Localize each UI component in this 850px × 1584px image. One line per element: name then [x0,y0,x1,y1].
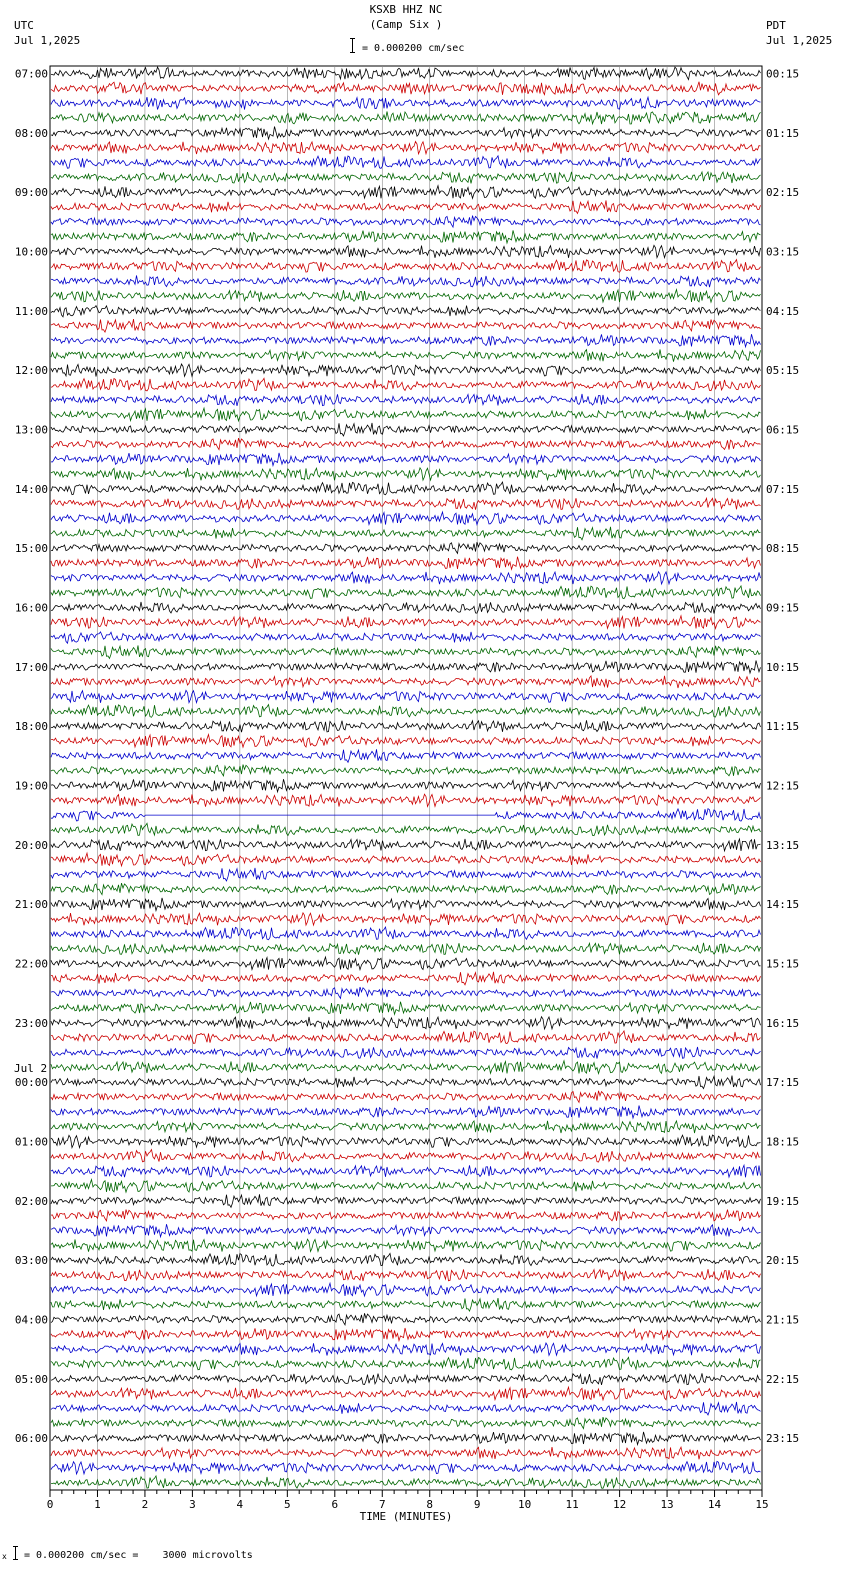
x-tick-label: 2 [141,1498,149,1511]
utc-hour-label: 22:00 [14,957,48,971]
pdt-hour-label: 10:15 [766,660,800,674]
pdt-hour-label: 07:15 [766,482,800,496]
trace-line [51,216,761,228]
right-date: Jul 1,2025 [766,34,833,47]
trace-line [51,1091,761,1103]
station-title: KSXB HHZ NC [369,3,443,16]
trace-line [51,1224,761,1237]
trace-line [51,987,761,998]
trace-line [51,423,761,436]
pdt-hour-label: 23:15 [766,1432,800,1446]
trace-line [51,943,761,955]
trace-line [51,868,761,881]
x-tick-label: 15 [755,1498,769,1511]
trace-line [51,735,761,748]
utc-hour-label: 18:00 [14,720,48,734]
trace-line [51,883,761,895]
utc-hour-label: 06:00 [14,1432,48,1446]
trace-line [51,632,761,643]
x-tick-label: 13 [660,1498,674,1511]
trace-line [51,927,761,940]
trace-line [51,809,761,821]
trace-line [51,408,761,421]
left-timezone: UTC [14,19,34,32]
footer-scale-bar-icon [15,1546,16,1560]
pdt-hour-label: 20:15 [766,1254,800,1268]
utc-hour-label: 03:00 [14,1254,48,1268]
trace-line [51,527,761,540]
trace-line [51,542,761,553]
trace-line [51,482,761,495]
trace-line [51,1180,761,1193]
trace-line [51,1417,761,1429]
utc-hour-label: 12:00 [14,364,48,378]
trace-line [51,1150,761,1162]
trace-line [51,334,761,347]
pdt-hour-label: 09:15 [766,601,800,615]
trace-line [51,1269,761,1281]
trace-line [51,1121,761,1133]
trace-line [51,82,761,95]
utc-hour-label: 08:00 [14,126,48,140]
trace-line [51,394,761,406]
trace-line [51,1165,761,1177]
trace-line [51,898,761,911]
date-change-label: Jul 2 [14,1062,48,1076]
pdt-hour-label: 11:15 [766,720,800,734]
utc-hour-label: 21:00 [14,898,48,912]
trace-line [51,378,761,391]
trace-line [51,172,761,184]
trace-line [51,572,761,585]
pdt-hour-label: 03:15 [766,245,800,259]
trace-line [51,112,761,125]
trace-line [51,972,761,985]
trace-line [51,661,761,674]
trace-line [51,1387,761,1400]
trace-line [51,645,761,658]
utc-hour-label: 16:00 [14,601,48,615]
trace-line [51,1135,761,1148]
trace-line [51,1047,761,1059]
trace-line [51,453,761,466]
trace-line [51,67,761,80]
trace-line [51,1283,761,1296]
trace-line [51,276,761,288]
pdt-hour-label: 08:15 [766,542,800,556]
trace-line [51,200,761,213]
trace-line [51,1328,761,1341]
trace-line [51,705,761,718]
utc-hour-label: 15:00 [14,542,48,556]
pdt-hour-label: 02:15 [766,186,800,200]
trace-line [51,1373,761,1385]
pdt-hour-label: 06:15 [766,423,800,437]
pdt-hour-label: 17:15 [766,1076,800,1090]
trace-line [51,1076,761,1089]
pdt-hour-label: 13:15 [766,838,800,852]
trace-line [51,97,761,110]
x-tick-label: 5 [284,1498,291,1511]
scale-text: = 0.000200 cm/sec [362,43,465,54]
trace-line [51,794,761,807]
utc-hour-label: 10:00 [14,245,48,259]
utc-hour-label: 13:00 [14,423,48,437]
trace-line [51,1031,761,1044]
right-timezone: PDT [766,19,786,32]
trace-line [51,364,761,377]
trace-line [51,616,761,629]
trace-line [51,1106,761,1119]
trace-line [51,1402,761,1415]
trace-line [51,438,761,450]
trace-line [51,1476,761,1488]
x-tick-label: 1 [94,1498,101,1511]
utc-hour-label: 14:00 [14,482,48,496]
trace-line [51,350,761,362]
pdt-hour-label: 01:15 [766,126,800,140]
trace-line [51,676,761,688]
trace-line [51,823,761,835]
trace-line [51,1461,761,1474]
pdt-hour-label: 21:15 [766,1313,800,1327]
trace-line [51,468,761,481]
trace-line [51,913,761,926]
trace-line [51,1210,761,1221]
pdt-hour-label: 19:15 [766,1194,800,1208]
x-tick-label: 7 [378,1498,386,1511]
trace-line [51,957,761,970]
x-tick-label: 8 [426,1498,434,1511]
utc-hour-label: 00:00 [14,1076,48,1090]
utc-hour-label: 17:00 [14,660,48,674]
utc-hour-label: 01:00 [14,1135,48,1149]
pdt-hour-label: 15:15 [766,957,800,971]
trace-line [51,1432,761,1445]
x-tick-label: 11 [565,1498,579,1511]
trace-line [51,1253,761,1266]
pdt-hour-label: 18:15 [766,1135,800,1149]
pdt-hour-label: 12:15 [766,779,800,793]
trace-line [51,765,761,776]
trace-line [51,586,761,599]
trace-line [51,1017,761,1029]
trace-line [51,319,761,332]
trace-line [51,290,761,303]
utc-hour-label: 07:00 [14,67,48,81]
trace-line [51,127,761,140]
utc-hour-label: 20:00 [14,838,48,852]
trace-line [51,602,761,614]
trace-line [51,230,761,243]
x-tick-label: 6 [331,1498,339,1511]
trace-line [51,853,761,866]
trace-line [51,1239,761,1252]
trace-line [51,557,761,570]
trace-line [51,245,761,257]
footer-scale-text: = 0.000200 cm/sec = 3000 microvolts [24,1550,253,1561]
trace-line [51,1357,761,1370]
trace-line [51,186,761,199]
trace-line [51,1061,761,1074]
trace-line [51,512,761,525]
x-tick-label: 3 [189,1498,196,1511]
trace-line [51,142,761,155]
utc-hour-label: 19:00 [14,779,48,793]
pdt-hour-label: 16:15 [766,1016,800,1030]
trace-line [51,498,761,510]
footer-scale-marker: x [2,1552,7,1561]
trace-line [51,1343,761,1356]
x-axis-label: TIME (MINUTES) [359,1510,453,1523]
utc-hour-label: 09:00 [14,186,48,200]
left-date: Jul 1,2025 [14,34,81,47]
station-location: (Camp Six ) [369,18,443,31]
x-tick-label: 9 [473,1498,481,1511]
trace-line [51,1447,761,1459]
utc-hour-label: 23:00 [14,1016,48,1030]
utc-hour-label: 02:00 [14,1194,48,1208]
pdt-hour-label: 00:15 [766,67,800,81]
trace-line [51,749,761,762]
x-tick-label: 10 [518,1498,532,1511]
utc-hour-label: 11:00 [14,304,48,318]
trace-line [51,306,761,317]
trace-line [51,1002,761,1015]
pdt-hour-label: 14:15 [766,898,800,912]
trace-line [51,1313,761,1325]
pdt-hour-label: 04:15 [766,304,800,318]
trace-line [51,839,761,851]
trace-line [51,720,761,732]
trace-line [51,260,761,273]
pdt-hour-label: 22:15 [766,1372,800,1386]
x-tick-label: 0 [46,1498,54,1511]
x-tick-label: 12 [612,1498,627,1511]
trace-line [51,156,761,169]
trace-line [51,1298,761,1311]
trace-line [51,779,761,792]
x-tick-label: 14 [707,1498,722,1511]
utc-hour-label: 05:00 [14,1372,48,1386]
trace-line [51,1194,761,1207]
utc-hour-label: 04:00 [14,1313,48,1327]
pdt-hour-label: 05:15 [766,364,800,378]
trace-line [51,690,761,703]
x-tick-label: 4 [236,1498,244,1511]
